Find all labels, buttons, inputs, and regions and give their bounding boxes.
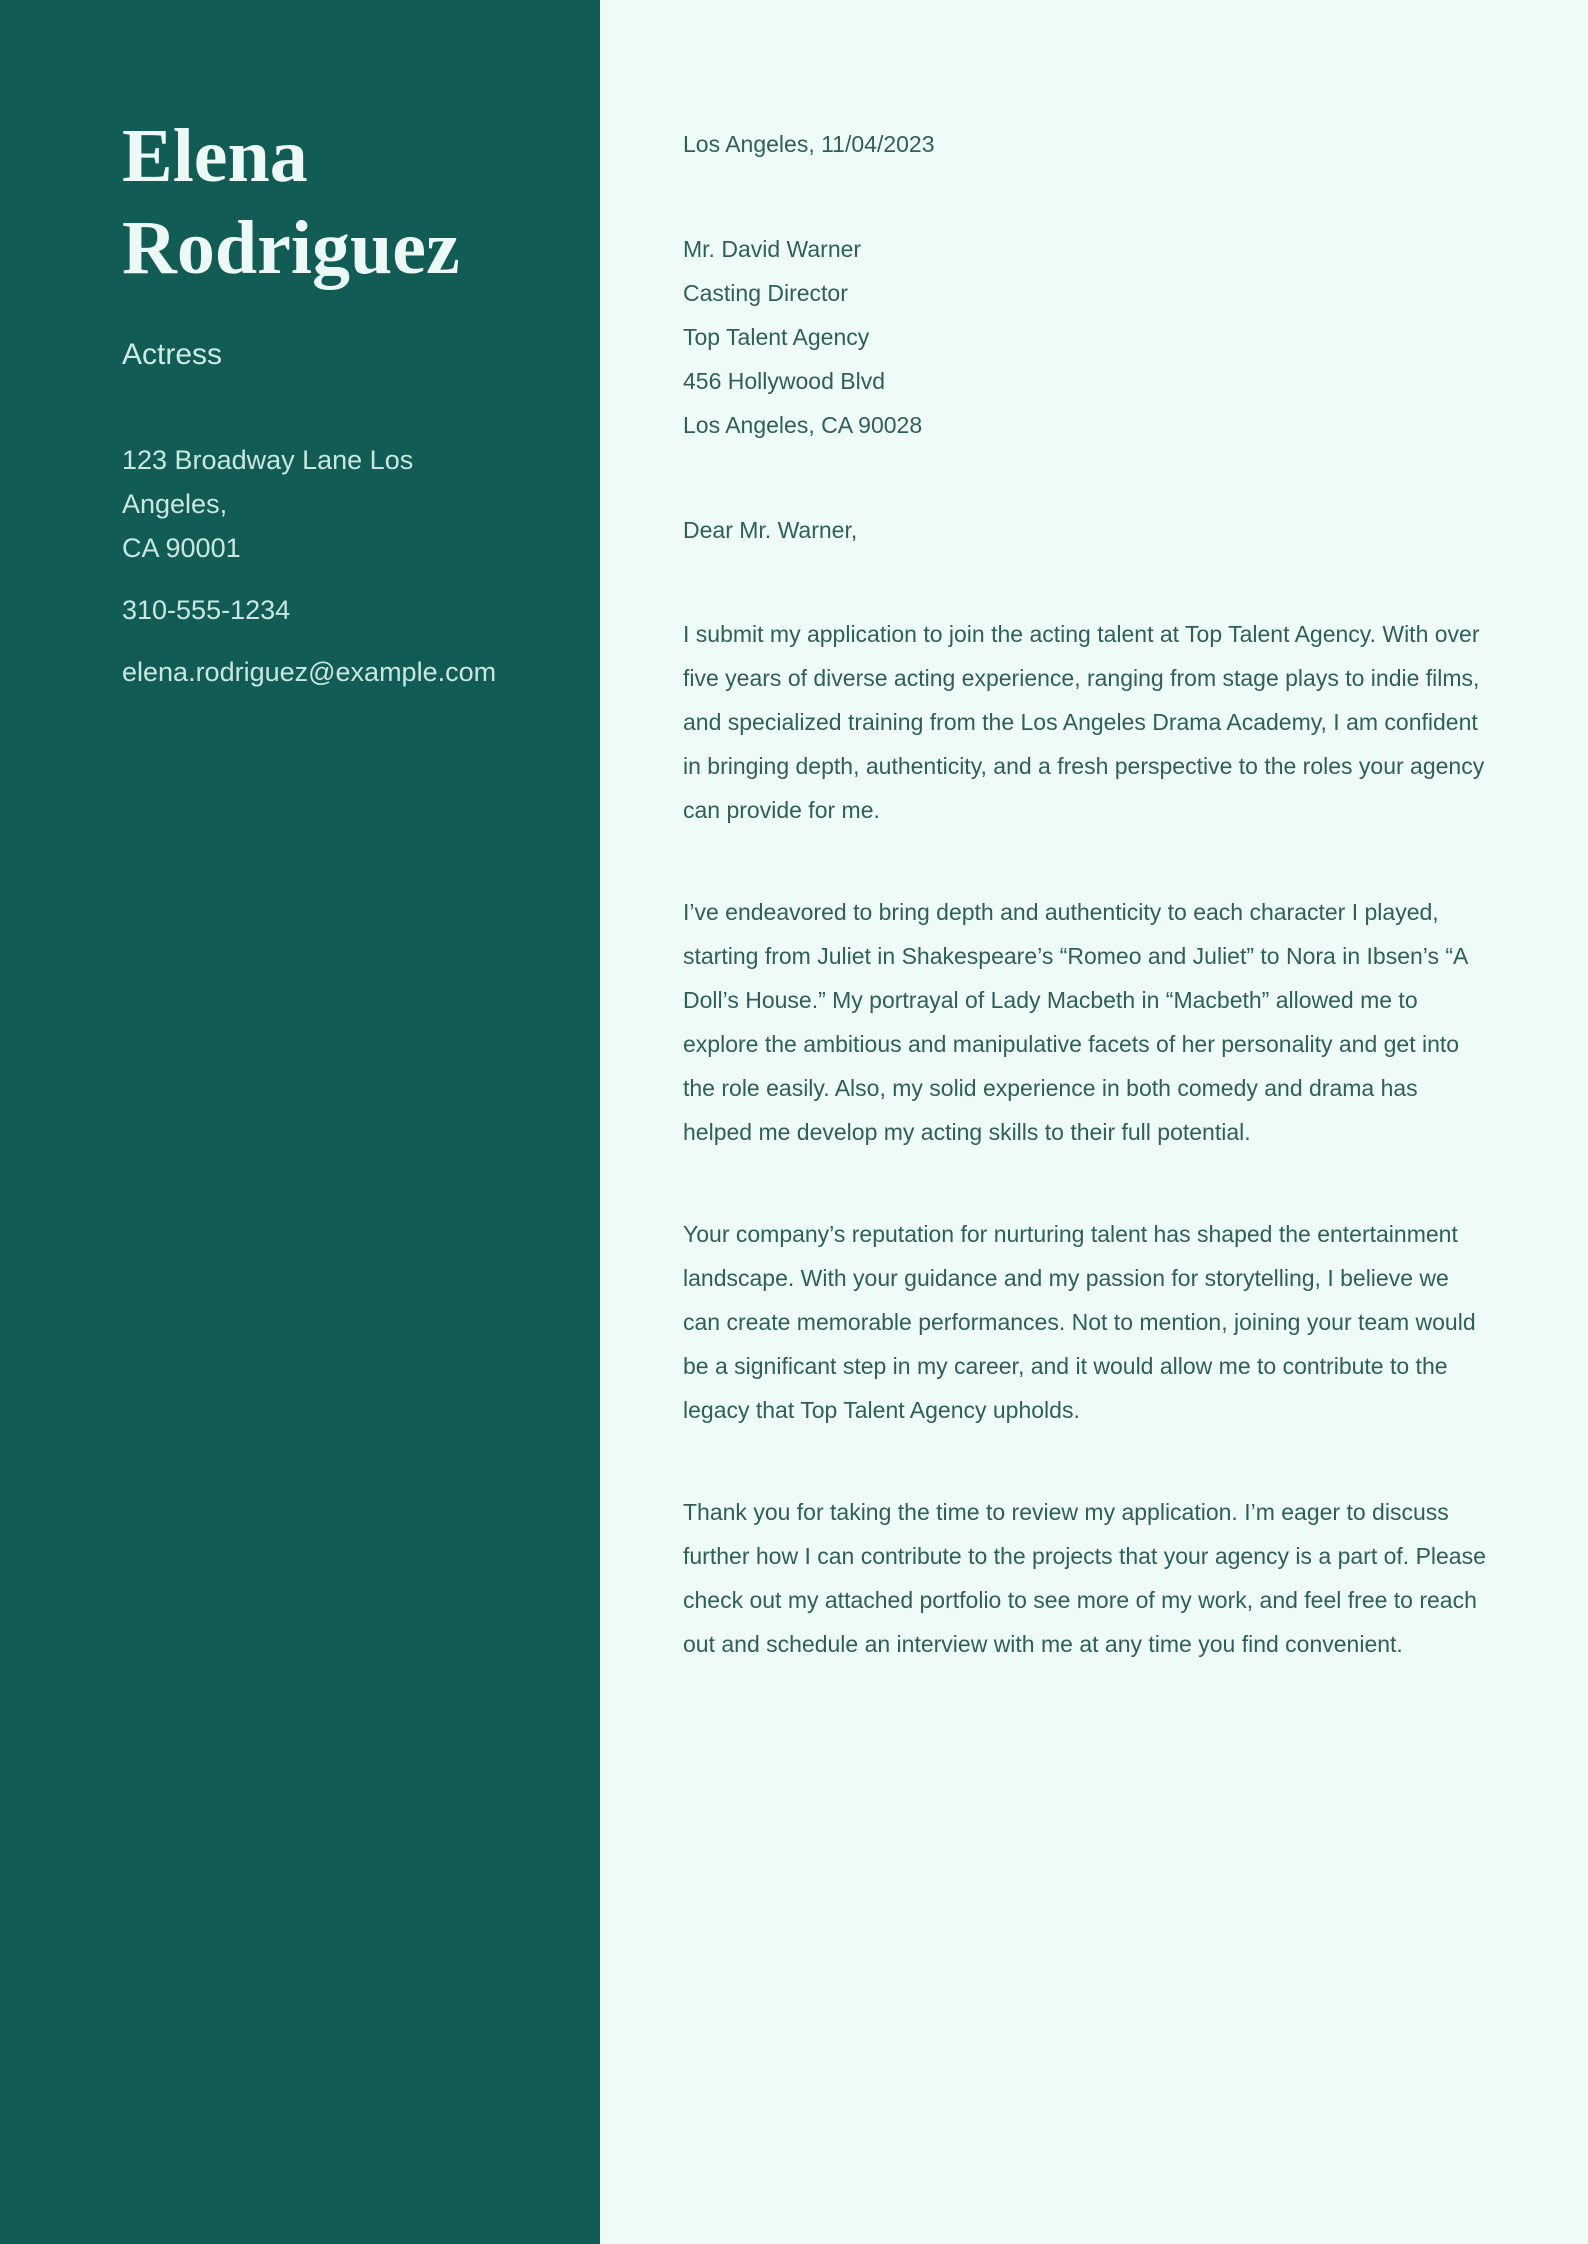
applicant-job-title: Actress bbox=[122, 338, 223, 371]
contact-email: elena.rodriguez@example.com bbox=[122, 657, 497, 687]
contact-phone: 310-555-1234 bbox=[122, 595, 291, 625]
contact-info bbox=[122, 438, 512, 694]
paragraph-company: Your company’s reputation for nurturing talent has shaped the entertainment landscape. With your guidance and my passion for storytelling, I believe we can create memorable performances. Not to mention, joining your team would be a significant step in my career, and it would allow me to contribute to the legacy that Top Talent Agency upholds. bbox=[683, 1221, 1476, 1423]
recipient-job-title: Casting Director bbox=[683, 280, 848, 306]
letter-date: Los Angeles, 11/04/2023 bbox=[683, 131, 935, 157]
paragraph-intro: I submit my application to join the acting talent at Top Talent Agency. With over five years of diverse acting experience, ranging from stage plays to indie films, and specialized training from the Los Angeles Drama Academy, I am confident in bringing depth, authenticity, and a fresh perspective to the roles your agency can provide for me. bbox=[683, 621, 1485, 823]
recipient-block bbox=[683, 227, 1488, 447]
recipient-company: Top Talent Agency bbox=[683, 324, 870, 350]
applicant-name: Elena Rodriguez bbox=[122, 114, 460, 290]
salutation: Dear Mr. Warner, bbox=[683, 517, 858, 543]
letter-content bbox=[683, 122, 1488, 1666]
letter-body bbox=[600, 0, 1588, 2244]
paragraph-closing: Thank you for taking the time to review my application. I’m eager to discuss further how I can contribute to the projects that your agency is a part of. Please check out my attached portfolio to see more of my work, and feel free to reach out and schedule an interview with me at any time you find convenient. bbox=[683, 1499, 1486, 1657]
recipient-city: Los Angeles, CA 90028 bbox=[683, 412, 923, 438]
address-line-1: 123 Broadway Lane Los Angeles, bbox=[122, 445, 414, 519]
address-line-2: CA 90001 bbox=[122, 533, 241, 563]
sidebar bbox=[0, 0, 600, 2244]
contact-address bbox=[122, 438, 512, 570]
paragraph-experience: I’ve endeavored to bring depth and authenticity to each character I played, starting from Juliet in Shakespeare’s “Romeo and Juliet” to Nora in Ibsen’s “A Doll’s House.” My portrayal of Lady Macbeth in “Macbeth” allowed me to explore the ambitious and manipulative facets of her personality and get into the role easily. Also, my solid experience in both comedy and drama has helped me develop my acting skills to their full potential. bbox=[683, 899, 1468, 1145]
recipient-name: Mr. David Warner bbox=[683, 236, 862, 262]
recipient-street: 456 Hollywood Blvd bbox=[683, 368, 886, 394]
